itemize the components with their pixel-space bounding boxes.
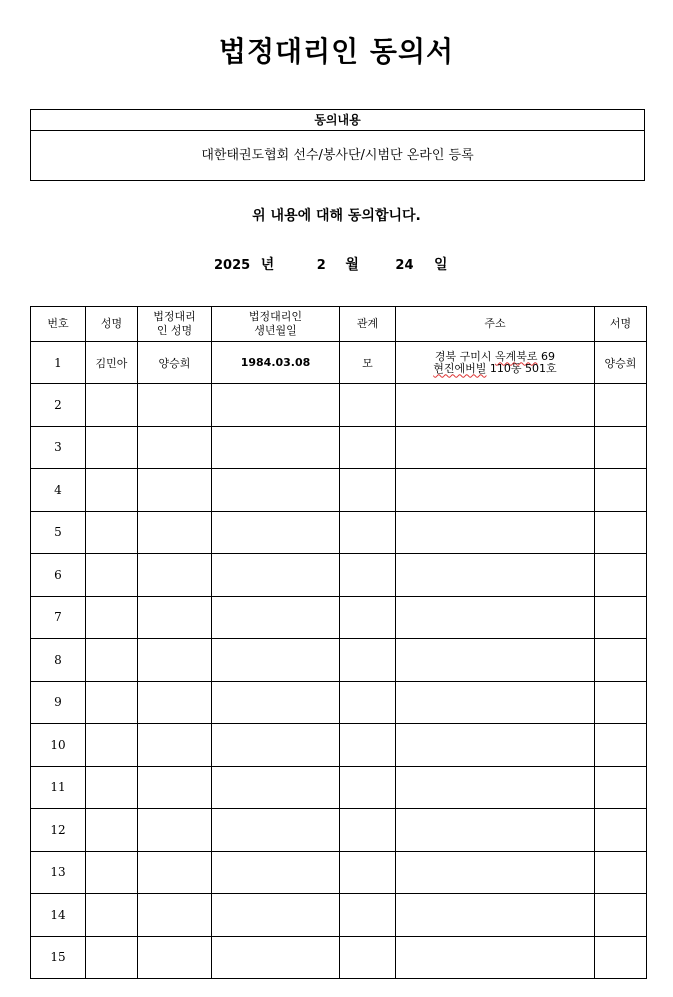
row-guardian-birth-cell[interactable] <box>212 724 340 767</box>
table-row <box>31 596 647 639</box>
row-address-cell[interactable] <box>396 426 595 469</box>
row-relation-cell[interactable] <box>340 554 396 597</box>
row-guardian-birth-cell[interactable] <box>212 809 340 852</box>
row-guardian-name-cell[interactable] <box>138 766 212 809</box>
row-guardian-name-cell[interactable] <box>138 426 212 469</box>
row-signature-cell[interactable] <box>595 681 647 724</box>
header-signature: 서명 <box>595 307 647 342</box>
date-line <box>214 254 448 274</box>
row-number: 3 <box>31 426 86 469</box>
row-number: 4 <box>31 469 86 512</box>
address-line-2: 현진에버빌 110동 501호 <box>433 361 557 375</box>
row-number: 8 <box>31 639 86 682</box>
date-year: 2025 <box>214 258 251 273</box>
row-number: 9 <box>31 681 86 724</box>
header-address: 주소 <box>396 307 595 342</box>
header-number: 번호 <box>31 307 86 342</box>
row-signature-cell[interactable] <box>595 936 647 979</box>
table-row <box>31 766 647 809</box>
row-name-cell[interactable] <box>86 809 138 852</box>
row-address-cell[interactable] <box>396 894 595 937</box>
row-number: 1 <box>31 342 86 384</box>
row-name-cell[interactable] <box>86 851 138 894</box>
row-signature-cell[interactable] <box>595 851 647 894</box>
row-address-cell[interactable] <box>396 554 595 597</box>
row-name-cell[interactable] <box>86 894 138 937</box>
row-number: 5 <box>31 511 86 554</box>
row-guardian-name-cell[interactable] <box>138 596 212 639</box>
row-address[interactable] <box>396 342 595 384</box>
row-guardian-birth-cell[interactable] <box>212 469 340 512</box>
row-guardian-birth-cell[interactable] <box>212 681 340 724</box>
row-guardian-name-cell[interactable] <box>138 894 212 937</box>
row-guardian-birth-cell[interactable] <box>212 384 340 427</box>
table-row <box>31 809 647 852</box>
row-number: 10 <box>31 724 86 767</box>
row-signature-cell[interactable] <box>595 894 647 937</box>
row-number: 14 <box>31 894 86 937</box>
consent-header: 동의내용 <box>31 110 644 131</box>
row-name-cell[interactable] <box>86 681 138 724</box>
row-relation-cell[interactable] <box>340 894 396 937</box>
header-relation: 관계 <box>340 307 396 342</box>
row-number: 11 <box>31 766 86 809</box>
row-guardian-name[interactable]: 양승희 <box>138 342 212 384</box>
row-guardian-birth-cell[interactable] <box>212 596 340 639</box>
row-address-cell[interactable] <box>396 639 595 682</box>
header-guardian-birth: 법정대리인 생년월일 <box>212 307 340 342</box>
row-name-cell[interactable] <box>86 596 138 639</box>
row-guardian-birth-cell[interactable] <box>212 511 340 554</box>
row-guardian-name-cell[interactable] <box>138 936 212 979</box>
row-address-cell[interactable] <box>396 936 595 979</box>
row-guardian-name-cell[interactable] <box>138 384 212 427</box>
row-guardian-name-cell[interactable] <box>138 724 212 767</box>
address-line-1: 경북 구미시 옥계북로 69 <box>434 349 556 363</box>
table-row <box>31 894 647 937</box>
table-row <box>31 554 647 597</box>
row-relation-cell[interactable] <box>340 809 396 852</box>
document-title: 법정대리인 동의서 <box>218 35 455 68</box>
row-guardian-name-cell[interactable] <box>138 639 212 682</box>
row-relation-cell[interactable] <box>340 681 396 724</box>
row-guardian-birth-cell[interactable] <box>212 554 340 597</box>
table-row <box>31 426 647 469</box>
row-guardian-birth-cell[interactable] <box>212 639 340 682</box>
row-number: 12 <box>31 809 86 852</box>
agreement-statement: 위 내용에 대해 동의합니다. <box>252 208 421 224</box>
row-relation-cell[interactable] <box>340 639 396 682</box>
row-relation-cell[interactable] <box>340 596 396 639</box>
table-row <box>31 342 647 384</box>
table-row <box>31 384 647 427</box>
row-relation-cell[interactable] <box>340 511 396 554</box>
date-month-unit: 월 <box>345 257 359 273</box>
row-guardian-birth-cell[interactable] <box>212 936 340 979</box>
row-relation-cell[interactable] <box>340 851 396 894</box>
row-address-cell[interactable] <box>396 766 595 809</box>
row-signature-cell[interactable] <box>595 554 647 597</box>
row-name-cell[interactable] <box>86 639 138 682</box>
row-relation-cell[interactable] <box>340 426 396 469</box>
row-address-cell[interactable] <box>396 681 595 724</box>
row-address-cell[interactable] <box>396 724 595 767</box>
row-guardian-birth-cell[interactable] <box>212 851 340 894</box>
consent-box <box>30 109 645 181</box>
row-name-cell[interactable] <box>86 766 138 809</box>
consent-content: 대한태권도협회 선수/봉사단/시범단 온라인 등록 <box>201 148 474 163</box>
date-year-unit: 년 <box>260 257 275 273</box>
row-guardian-name-cell[interactable] <box>138 851 212 894</box>
row-address-cell[interactable] <box>396 511 595 554</box>
row-signature-cell[interactable] <box>595 724 647 767</box>
table-row <box>31 936 647 979</box>
row-guardian-name-cell[interactable] <box>138 809 212 852</box>
row-guardian-birth-cell[interactable] <box>212 894 340 937</box>
row-guardian-birth-cell[interactable] <box>212 426 340 469</box>
header-guardian-name: 법정대리인 성명 <box>138 307 212 342</box>
row-address-cell[interactable] <box>396 596 595 639</box>
row-name-cell[interactable] <box>86 724 138 767</box>
table-header-row <box>31 307 647 342</box>
row-name[interactable]: 김민아 <box>86 342 138 384</box>
row-number: 7 <box>31 596 86 639</box>
row-guardian-birth[interactable]: 1984.03.08 <box>212 342 340 384</box>
table-row <box>31 511 647 554</box>
date-month: 2 <box>316 258 326 273</box>
row-relation-cell[interactable] <box>340 766 396 809</box>
row-name-cell[interactable] <box>86 426 138 469</box>
row-number: 13 <box>31 851 86 894</box>
table-row <box>31 851 647 894</box>
row-address-cell[interactable] <box>396 469 595 512</box>
row-name-cell[interactable] <box>86 469 138 512</box>
row-relation-cell[interactable] <box>340 724 396 767</box>
row-name-cell[interactable] <box>86 384 138 427</box>
signers-table <box>30 306 647 979</box>
row-guardian-name-cell[interactable] <box>138 554 212 597</box>
row-relation-cell[interactable] <box>340 936 396 979</box>
row-number: 2 <box>31 384 86 427</box>
row-address-cell[interactable] <box>396 809 595 852</box>
row-signature-cell[interactable] <box>595 511 647 554</box>
table-row <box>31 469 647 512</box>
row-signature-cell[interactable] <box>595 426 647 469</box>
row-signature-cell[interactable] <box>595 469 647 512</box>
row-address-cell[interactable] <box>396 384 595 427</box>
row-signature-cell[interactable] <box>595 809 647 852</box>
row-address-cell[interactable] <box>396 851 595 894</box>
table-row <box>31 681 647 724</box>
row-name-cell[interactable] <box>86 511 138 554</box>
table-row <box>31 724 647 767</box>
row-number: 6 <box>31 554 86 597</box>
row-guardian-name-cell[interactable] <box>138 511 212 554</box>
row-guardian-name-cell[interactable] <box>138 469 212 512</box>
row-signature-cell[interactable] <box>595 384 647 427</box>
row-relation-cell[interactable] <box>340 469 396 512</box>
row-number: 15 <box>31 936 86 979</box>
row-relation[interactable]: 모 <box>340 342 396 384</box>
row-name-cell[interactable] <box>86 936 138 979</box>
row-name-cell[interactable] <box>86 554 138 597</box>
date-day-unit: 일 <box>434 257 448 273</box>
date-day: 24 <box>395 258 414 273</box>
row-signature-cell[interactable] <box>595 766 647 809</box>
table-row <box>31 639 647 682</box>
row-signature-cell[interactable] <box>595 596 647 639</box>
row-relation-cell[interactable] <box>340 384 396 427</box>
row-guardian-birth-cell[interactable] <box>212 766 340 809</box>
row-signature-cell[interactable] <box>595 639 647 682</box>
row-signature[interactable]: 양승희 <box>595 342 647 384</box>
header-name: 성명 <box>86 307 138 342</box>
row-guardian-name-cell[interactable] <box>138 681 212 724</box>
